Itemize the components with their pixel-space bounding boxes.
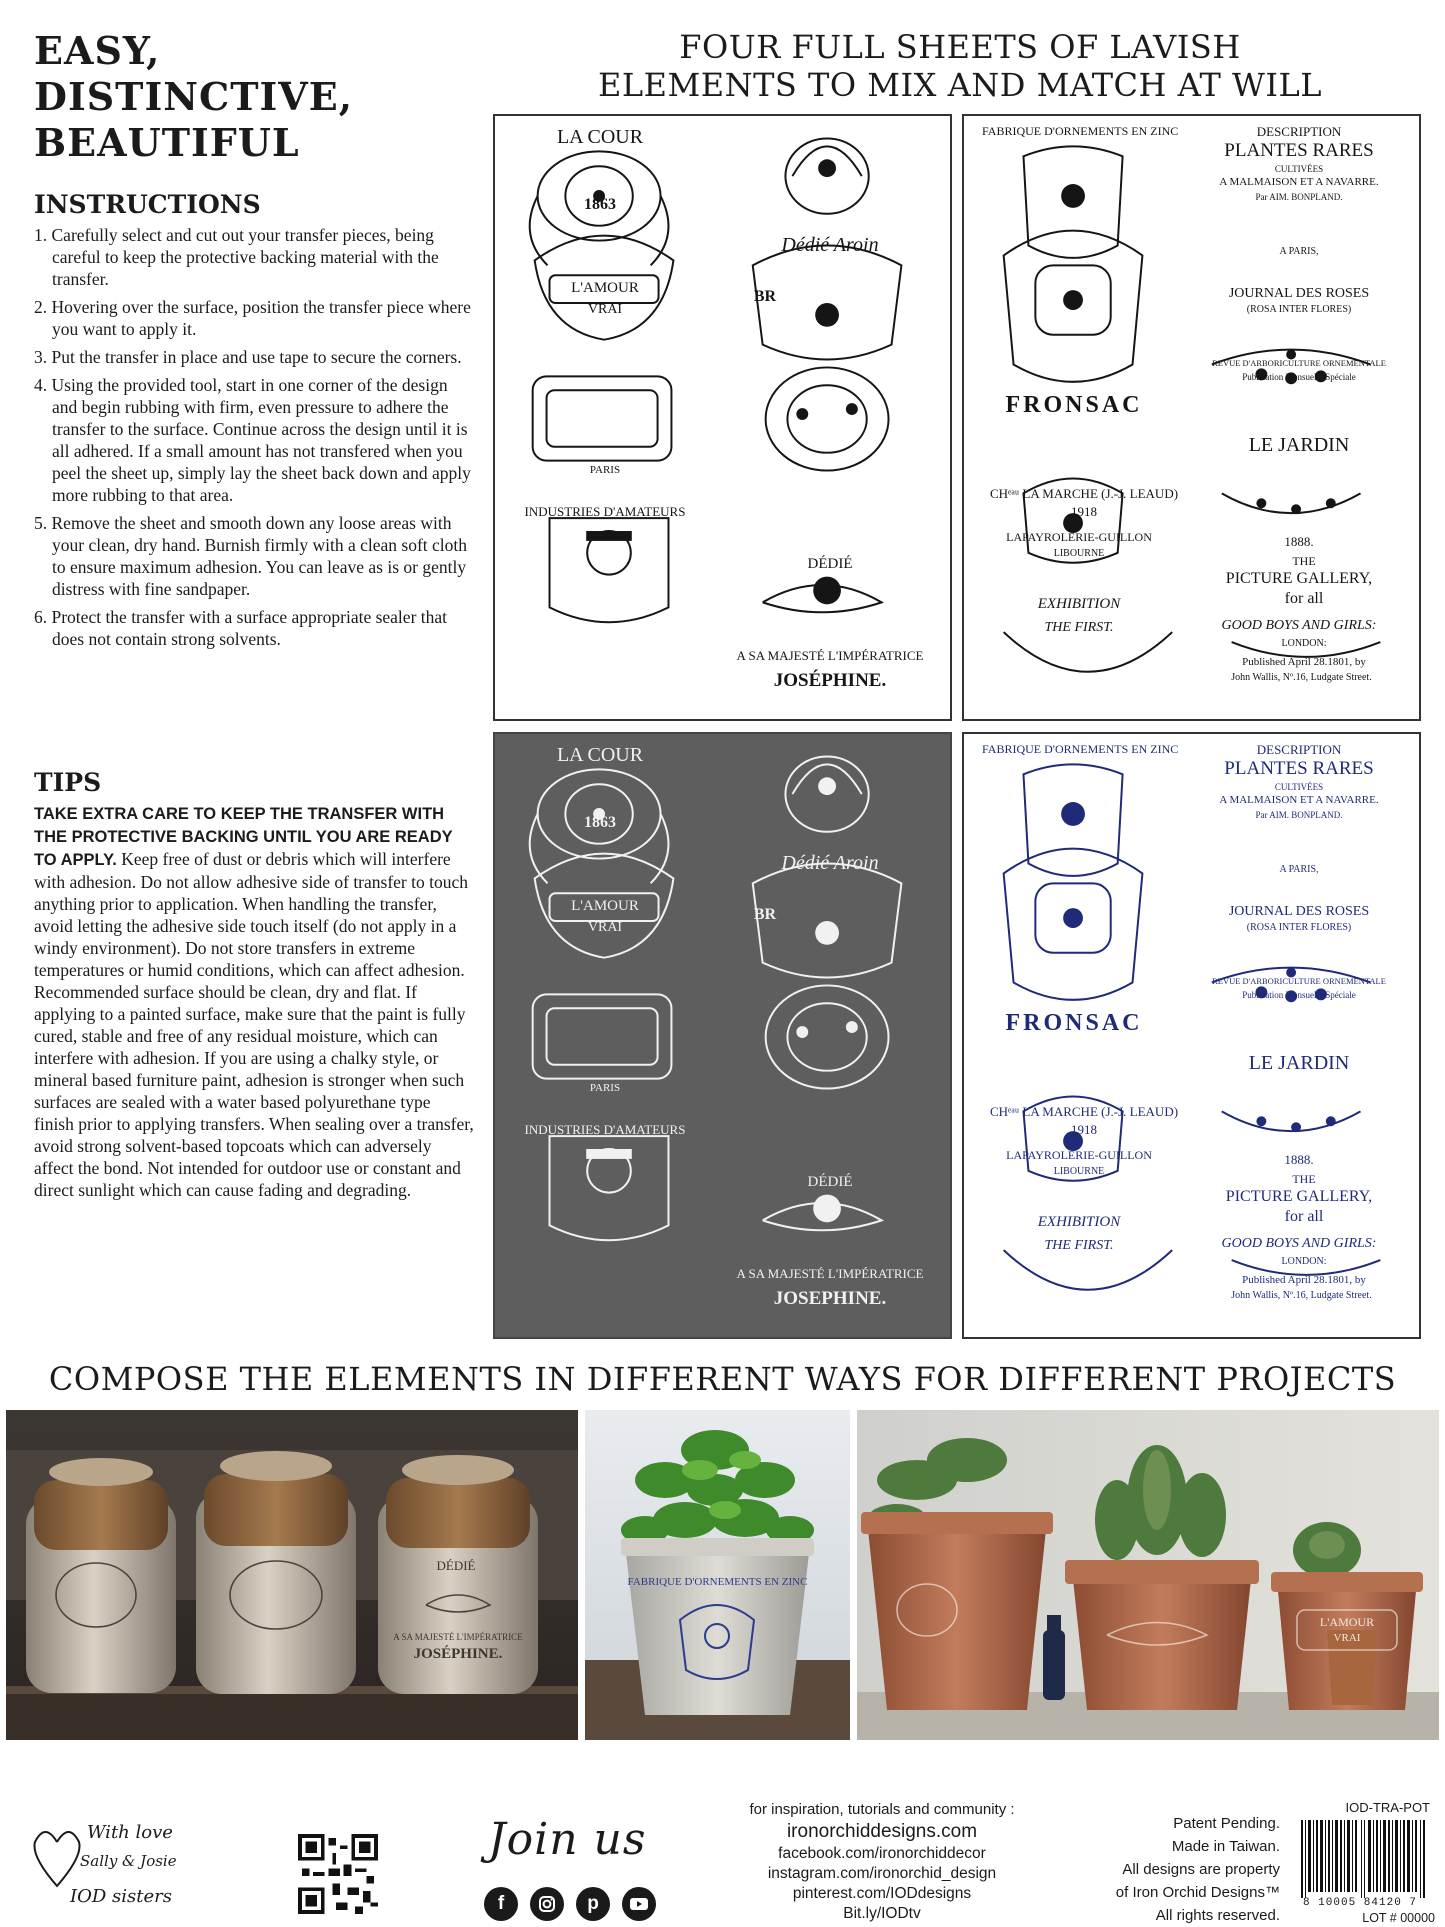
- headline-line-1: EASY,: [34, 28, 161, 73]
- label-paris: PARIS: [589, 464, 621, 476]
- label-picture-gallery: PICTURE GALLERY,: [1225, 1188, 1373, 1205]
- label-industries: INDUSTRIES D'AMATEURS: [524, 504, 686, 519]
- made-in: Made in Taiwan.: [1171, 1838, 1280, 1855]
- photo-stoneware-jars: [6, 1410, 578, 1740]
- lot-number: LOT # 00000: [1362, 1911, 1435, 1925]
- upc-number: 8 10005 84120 7: [1302, 1897, 1418, 1909]
- jars-illustration: [6, 1410, 578, 1740]
- signature-line-2: Sally & Josie: [80, 1852, 177, 1870]
- photo-herb-pot: [585, 1410, 850, 1740]
- label-le-jardin: LE JARDIN: [1248, 434, 1350, 456]
- label-exhibition: EXHIBITION: [1037, 596, 1121, 612]
- label-le-jardin: LE JARDIN: [1248, 1052, 1350, 1074]
- label-malmaison: A MALMAISON ET A NAVARRE.: [1219, 176, 1379, 188]
- label-1863: 1863: [584, 814, 616, 831]
- label-cultivees: CULTIVÉES: [1274, 782, 1324, 792]
- transfer-sheet-white: [493, 732, 952, 1339]
- rights-line-3: All rights reserved.: [1155, 1907, 1280, 1924]
- community-links: [737, 1800, 1027, 1924]
- terracotta-label-lamour: L'AMOUR: [1319, 1615, 1375, 1629]
- label-bonpland: Par AIM. BONPLAND.: [1255, 192, 1343, 202]
- label-a-paris: A PARIS,: [1279, 864, 1319, 875]
- patent-pending: Patent Pending.: [1173, 1815, 1280, 1832]
- label-1888: 1888.: [1284, 1152, 1314, 1167]
- label-london: LONDON:: [1281, 1256, 1327, 1267]
- instruction-step: 1. Carefully select and cut out your transfer pieces, being careful to keep the protective backing material with the transfer.: [34, 225, 439, 289]
- label-journal-des-roses: JOURNAL DES ROSES: [1228, 286, 1370, 301]
- headline-line-3: BEAUTIFUL: [34, 120, 300, 165]
- label-wallis: John Wallis, Nº.16, Ludgate Street.: [1231, 672, 1372, 683]
- qr-code-icon[interactable]: [298, 1834, 378, 1914]
- label-good-boys: GOOD BOYS AND GIRLS:: [1221, 1236, 1377, 1251]
- label-bonpland: Par AIM. BONPLAND.: [1255, 810, 1343, 820]
- label-for-all: for all: [1284, 1208, 1324, 1225]
- label-revue: REVUE D'ARBORICULTURE ORNEMENTALE: [1212, 976, 1386, 986]
- label-cultivees: CULTIVÉES: [1274, 164, 1324, 174]
- label-for-all: for all: [1284, 590, 1324, 607]
- label-the: THE: [1292, 554, 1316, 568]
- label-la-cour: LA COUR: [556, 126, 644, 148]
- join-us-label: Join us: [488, 1814, 647, 1865]
- rights-line-1: All designs are property: [1122, 1861, 1280, 1878]
- sheet-ornaments: [495, 734, 950, 1337]
- barcode-icon: [1297, 1818, 1432, 1898]
- jar-label-dedie: DÉDIÉ: [436, 1558, 476, 1573]
- tips-body: [34, 802, 474, 1201]
- feature-title-line-1: FOUR FULL SHEETS OF LAVISH: [679, 28, 1241, 66]
- sheet-ornaments: [495, 116, 950, 719]
- label-la-marche: CHᵉᵃᵘ LA MARCHE (J.-J. LEAUD): [989, 486, 1179, 501]
- instruction-step: 5. Remove the sheet and smooth down any loose areas with your clean, dry hand. Burnish firmly with a clean soft cloth to ensure maximum adhesion. You can leave as is or gently distress with fine sandpaper.: [34, 513, 468, 599]
- label-josephine: JOSEPHINE.: [773, 1288, 887, 1309]
- compose-title: COMPOSE THE ELEMENTS IN DIFFERENT WAYS FOR DIFFERENT PROJECTS: [48, 1360, 1397, 1398]
- youtube-icon[interactable]: [622, 1887, 656, 1921]
- label-vrai: VRAI: [587, 302, 623, 317]
- label-published: Published April 28.1801, by: [1242, 1274, 1366, 1286]
- label-1918: 1918: [1071, 504, 1097, 519]
- signature-line-3: IOD sisters: [70, 1886, 172, 1907]
- label-br: BR: [753, 288, 777, 305]
- instruction-step: 2. Hovering over the surface, position the transfer piece where you want to apply it.: [34, 297, 471, 339]
- label-la-cour: LA COUR: [556, 744, 644, 766]
- label-plantes-rares: PLANTES RARES: [1224, 140, 1374, 161]
- label-industries: INDUSTRIES D'AMATEURS: [524, 1122, 686, 1137]
- legal-notes: [1050, 1812, 1280, 1927]
- label-description: DESCRIPTION: [1256, 124, 1342, 139]
- label-libourne: LIBOURNE: [1053, 1166, 1105, 1177]
- label-rosa: (ROSA INTER FLORES): [1246, 922, 1352, 933]
- cactus-illustration: [857, 1410, 1439, 1740]
- herb-pot-illustration: [585, 1410, 850, 1740]
- label-libourne: LIBOURNE: [1053, 548, 1105, 559]
- label-lapayrolerie: LAPAYROLERIE-GUILLON: [1006, 1148, 1152, 1162]
- label-lamour: L'AMOUR: [571, 280, 639, 296]
- label-paris: PARIS: [589, 1082, 621, 1094]
- label-majeste: A SA MAJESTÉ L'IMPÉRATRICE: [736, 1266, 924, 1281]
- label-1863: 1863: [584, 196, 616, 213]
- label-fabrique: FABRIQUE D'ORNEMENTS EN ZINC: [982, 124, 1179, 138]
- feature-title-line-2: ELEMENTS TO MIX AND MATCH AT WILL: [597, 66, 1322, 104]
- label-josephine: JOSÉPHINE.: [773, 670, 887, 691]
- label-dedie-script: Dédié Aroin: [781, 852, 879, 874]
- label-revue: REVUE D'ARBORICULTURE ORNEMENTALE: [1212, 358, 1386, 368]
- instagram-link[interactable]: instagram.com/ironorchid_design: [767, 1865, 997, 1882]
- label-exhibition: EXHIBITION: [1037, 1214, 1121, 1230]
- label-1918: 1918: [1071, 1122, 1097, 1137]
- tips-title: TIPS: [34, 768, 102, 797]
- photo-cactus-pots: [857, 1410, 1439, 1740]
- transfer-sheet-text-black: [962, 114, 1421, 721]
- label-fronsac: FRONSAC: [1005, 1010, 1143, 1036]
- label-dedie-script: Dédié Aroin: [781, 234, 879, 256]
- label-journal-des-roses: JOURNAL DES ROSES: [1228, 904, 1370, 919]
- label-publication: Publication Mensuelle Spéciale: [1242, 372, 1356, 382]
- label-a-paris: A PARIS,: [1279, 246, 1319, 257]
- headline-line-2: DISTINCTIVE,: [34, 74, 353, 119]
- transfer-sheet-blue: [962, 732, 1421, 1339]
- instagram-icon[interactable]: [530, 1887, 564, 1921]
- terracotta-label-vrai: VRAI: [1333, 1632, 1361, 1644]
- label-plantes-rares: PLANTES RARES: [1224, 758, 1374, 779]
- feature-title: [490, 28, 1430, 104]
- label-vrai: VRAI: [587, 920, 623, 935]
- pinterest-link[interactable]: pinterest.com/IODdesigns: [792, 1885, 972, 1902]
- label-la-marche: CHᵉᵃᵘ LA MARCHE (J.-J. LEAUD): [989, 1104, 1179, 1119]
- label-dedie: DÉDIÉ: [807, 556, 853, 572]
- label-rosa: (ROSA INTER FLORES): [1246, 304, 1352, 315]
- tips-text: Keep free of dust or debris which will interfere with adhesion. Do not allow adhesive side of transfer to touch anything prior to application. When handling the transfer, avoid letting the adhesive side touch itself (do not apply in a windy environment). Do not store transfers in extreme temperatures or humid conditions, which can affect adhesion. Recommended surface should be clean, dry and flat. If applying to a painted surface, make sure that the paint is fully cured, stable and free of any residual moisture, which can interfere with adhesion. If you are using a chalky style, or mineral based furniture paint, adhesion is stronger when such surfaces are sealed with a water based polyurethane type finish prior to applying transfers. When sealing over a transfer, avoid strong solvent-based topcoats which can adversely affect the bond. Not intended for outdoor use or constant and direct sunlight which can cause fading and degrading.: [34, 849, 474, 1200]
- label-the-first: THE FIRST.: [1044, 1238, 1114, 1253]
- links-intro: for inspiration, tutorials and community :: [749, 1801, 1015, 1818]
- label-the-first: THE FIRST.: [1044, 620, 1114, 635]
- label-fabrique: FABRIQUE D'ORNEMENTS EN ZINC: [982, 742, 1179, 756]
- website-link[interactable]: ironorchiddesigns.com: [786, 1821, 978, 1842]
- label-published: Published April 28.1801, by: [1242, 656, 1366, 668]
- label-lapayrolerie: LAPAYROLERIE-GUILLON: [1006, 530, 1152, 544]
- label-dedie: DÉDIÉ: [807, 1174, 853, 1190]
- jar-label-josephine: JOSÉPHINE.: [413, 1646, 503, 1662]
- instruction-step: 6. Protect the transfer with a surface appropriate sealer that does not contain strong solvents.: [34, 607, 448, 649]
- label-picture-gallery: PICTURE GALLERY,: [1225, 570, 1373, 587]
- transfer-sheet-black: [493, 114, 952, 721]
- label-the: THE: [1292, 1172, 1316, 1186]
- headline: [34, 28, 474, 166]
- jar-label-majeste: A SA MAJESTÉ L'IMPÉRATRICE: [393, 1632, 523, 1642]
- signature: [32, 1812, 232, 1922]
- sku: IOD-TRA-POT: [1345, 1800, 1430, 1815]
- pot-label-fabrique: FABRIQUE D'ORNEMENTS EN ZINC: [627, 1576, 808, 1588]
- pinterest-icon[interactable]: p: [576, 1887, 610, 1921]
- facebook-link[interactable]: facebook.com/ironorchiddecor: [778, 1845, 986, 1862]
- instructions-list: [34, 224, 474, 656]
- label-1888: 1888.: [1284, 534, 1314, 549]
- label-publication: Publication Mensuelle Spéciale: [1242, 990, 1356, 1000]
- instruction-step: 4. Using the provided tool, start in one corner of the design and begin rubbing with firm, even pressure to adhere the transfer to the surface. Continue across the design until it is all adhered. If a small amount has not transfered when you peel the sheet up, simply lay the sheet back down and apply more rubbing to that area.: [34, 375, 471, 505]
- label-br: BR: [753, 906, 777, 923]
- label-good-boys: GOOD BOYS AND GIRLS:: [1221, 618, 1377, 633]
- label-majeste: A SA MAJESTÉ L'IMPÉRATRICE: [736, 648, 924, 663]
- label-fronsac: FRONSAC: [1005, 392, 1143, 418]
- label-malmaison: A MALMAISON ET A NAVARRE.: [1219, 794, 1379, 806]
- facebook-icon[interactable]: f: [484, 1887, 518, 1921]
- label-lamour: L'AMOUR: [571, 898, 639, 914]
- label-wallis: John Wallis, Nº.16, Ludgate Street.: [1231, 1290, 1372, 1301]
- rights-line-2: of Iron Orchid Designs™: [1115, 1884, 1280, 1901]
- label-london: LONDON:: [1281, 638, 1327, 649]
- instruction-step: 3. Put the transfer in place and use tape to secure the corners.: [34, 347, 462, 367]
- label-description: DESCRIPTION: [1256, 742, 1342, 757]
- signature-line-1: With love: [87, 1822, 173, 1843]
- instructions-title: INSTRUCTIONS: [34, 190, 261, 219]
- tips-warning: TAKE EXTRA CARE TO KEEP THE TRANSFER WITH THE PROTECTIVE BACKING UNTIL YOU ARE READY TO APPLY.: [34, 805, 453, 869]
- youtube-link[interactable]: Bit.ly/IODtv: [843, 1905, 921, 1922]
